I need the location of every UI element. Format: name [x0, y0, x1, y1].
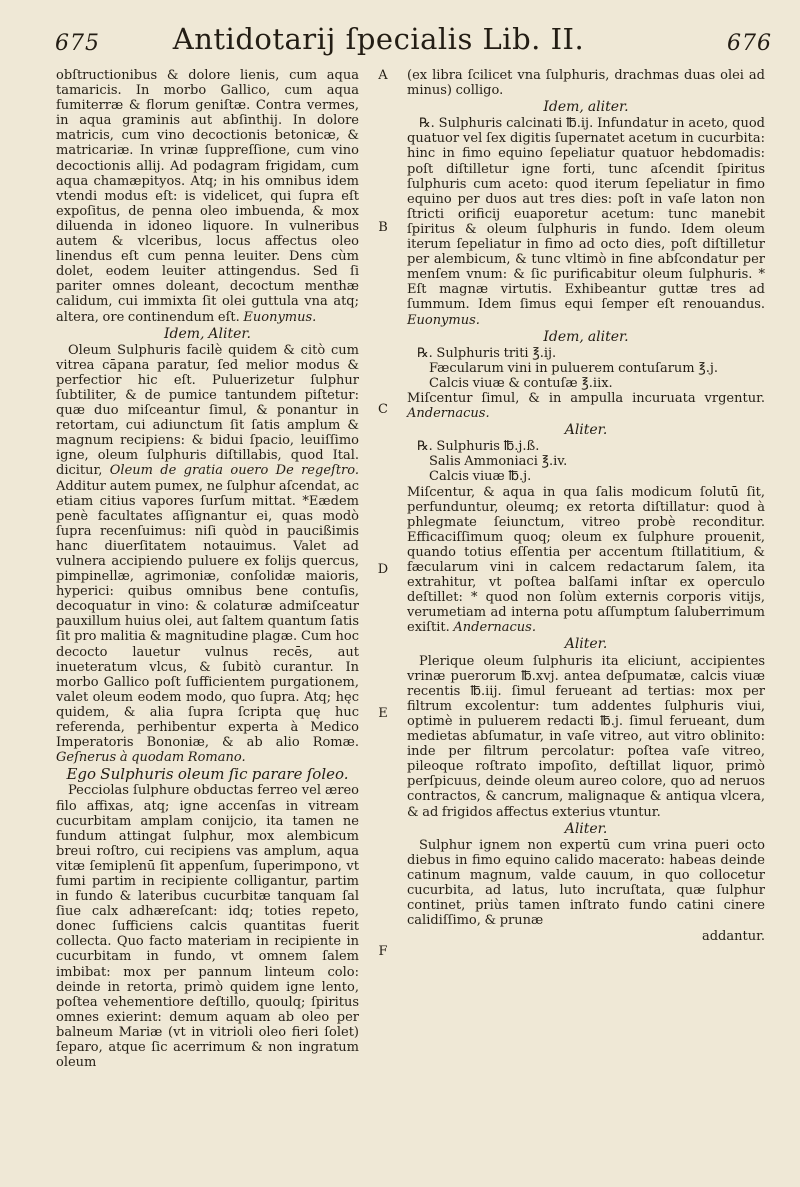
recipe-line: ℞. Sulphuris triti ℥.ij. [417, 345, 557, 361]
margin-letters [361, 68, 405, 1168]
attribution: Geſnerus à quodam Romano. [56, 750, 246, 766]
recipe-line: Calcis viuæ & contuſæ ℥.iix. [429, 375, 613, 391]
margin-letter: E [378, 706, 388, 721]
italic-phrase: Oleum de gratia ouero De regeſtro. [109, 463, 359, 479]
recipe [407, 439, 765, 484]
recipe-line: ℞. Sulphuris ℔.j.ß. [417, 439, 540, 455]
margin-letter: F [378, 944, 388, 959]
section-heading: Aliter. [564, 422, 608, 439]
paragraph: Plerique oleum ſulphuris ita eliciunt, accipientes vrinæ puerorum ℔.xvj. antea deſpumatæ, calcis viuæ recentis ℔.iij. ſimul ferueant ad tertias: mox per filtrum excolentur: tum addentes ſulphuris viui, optimè in puluerem redacti ℔.j. ſimul ferueant, dum medietas abſumatur, in vaſe vitreo, aut vitro oblinito: inde per filtrum percolatur: poſtea vaſe vitreo, pileoque roſtrato impoſito, deſtillat liquor, primò perſpicuus, deinde oleum aureo colore, quo ad neruos contractos, & cancrum, malignaque & antiqua vlcera, & ad frigidos affectus exterius vtuntur. [407, 653, 765, 820]
paragraph: Pecciolas ſulphure obductas ferreo vel æreo filo affixas, atq; igne accenſas in vitream cucurbitam amplam conijcio, ita tamen ne fundum attingat ſulphur, mox alembicum breui roſtro, cui recipiens vas amplum, aqua vitæ ſemiplenū ſit appenſum, ſuperimpono, vt fumi partim in recipiente colligantur, partim in fundo & lateribus cucurbitæ tanquam ſal ſiue calx adhæreſcant: idq; toties repeto, donec ſufficiens calcis quantitas fuerit collecta. Quo facto materiam in recipiente in cucurbitam in fundo, vt omnem ſalem imbibat: mox per pannum linteum colo: deinde in retorta, primò quidem igne lento, poſtea vehementiore deſtillo, quoulq; ſpiritus omnes exierint: demum aquam ab oleo per balneum Mariæ (vt in vitrioli oleo fieri ſolet) ſeparo, atque ſic acerrimum & non ingratum oleum [56, 783, 359, 1071]
page-number-left: 675 [55, 31, 100, 56]
paragraph [407, 116, 765, 327]
paragraph [56, 343, 359, 766]
attribution: Andernacus. [453, 620, 536, 636]
paragraph-text: Miſcentur ſimul, & in ampulla incuruata vrgentur. [407, 390, 765, 406]
paragraph: Sulphur ignem non expertū cum vrina pueri octo diebus in fimo equino calido macerato: habeas deinde catinum magnum, valde cauum, in quo collocetur cucurbita, ad latus, luto incruſtata, quæ ſulphur continet, priùs tamen inſtrato fundo catini cinere calidiſſimo, & prunæ [407, 837, 765, 929]
left-column [56, 68, 359, 1070]
paragraph: (ex libra ſcilicet vna ſulphuris, drachmas duas olei ad minus) colligo. [407, 68, 765, 99]
catchword: addantur. [701, 929, 765, 945]
paragraph [407, 485, 765, 636]
section-heading: Aliter. [564, 820, 608, 837]
section-heading: Idem, aliter. [543, 99, 629, 116]
paragraph-text: ℞. Sulphuris calcinati ℔.ij. Infundatur in aceto, quod quatuor vel ſex digitis ſupernatet acetum in cucurbita: hinc in fimo equino ſepeliatur quatuor hebdomadis: poſt diſtilletur igne forti, tunc aſcendit ſpiritus ſulphuris cum aceto: quod iterum ſepeliatur in fimo equino per duos aut tres dies: poſt in vaſe laton non ſtricti orificij euaporetur acetum: tunc manebit ſpiritus & oleum ſulphuris in fundo. Idem oleum iterum ſepeliatur in fimo ad octo dies, poſt diſtilletur per alembicum, & tunc vltimò in fine abſcondatur per menſem vnum: & ſic purificabitur oleum ſulphuris. * Eſt magnæ virtutis. Exhibeantur guttæ tres ad ſummum. Idem ſimus equi ſemper eſt renouandus. [407, 116, 765, 313]
margin-letter: C [378, 402, 388, 417]
paragraph [56, 68, 359, 325]
running-head [55, 8, 772, 56]
section-heading: Idem, aliter. [543, 328, 629, 345]
paragraph-text: Oleum Sulphuris facilè quidem & citò cum vitrea cāpana paratur, ſed melior modus & perfectior hic eſt. Puluerizetur ſulphur ſubtiliter, & de pumice tantundem piſtetur: quæ duo miſceantur ſimul, & ponantur in retortam, cui adiunctum ſit ſatis amplum & magnum recipiens: & bidui ſpacio, leuiſſimo igne, oleum ſulphuris diſtillabis, quod Ital. dicitur, [56, 342, 359, 479]
section-heading: Aliter. [564, 636, 608, 653]
recipe-line: Calcis viuæ ℔.j. [429, 469, 532, 485]
right-column [407, 68, 765, 944]
recipe [407, 346, 765, 391]
paragraph [407, 391, 765, 421]
page-number-right: 676 [726, 31, 772, 56]
paragraph-text: Additur autem pumex, ne ſulphur aſcendat, ac etiam citius vapores ſurſum mittat. *Eædem penè facultates aſſignantur ei, quas modò ſupra recenſuimus: niſi quòd in paucißimis hanc diuerſitatem notauimus. Valet ad vulnera accipiendo puluere ex folijs quercus, pimpinellæ, agrimoniæ, conſolidæ maioris, hyperici: quibus omnibus bene contuſis, decoquatur in vino: & colaturæ admiſceatur pauxillum huius olei, aut ſaltem quantum ſatis ſit pro malitia & magnitudine plagæ. Cum hoc decocto lauetur vulnus recēs, aut inueteratum vlcus, & ſubitò curantur. In morbo Gallico poſt ſufficientem purgationem, valet oleum eodem modo, quo ſupra. Atq; hęc quidem, & alia ſupra ſcripta quę huc referenda, perhibentur experta à Medico Imperatoris Bononiæ, & ab alio Romæ. [56, 478, 359, 751]
attribution: Andernacus. [407, 406, 490, 422]
margin-letter: A [378, 68, 388, 83]
margin-letter: D [377, 562, 389, 577]
attribution: Euonymus. [407, 312, 480, 328]
section-heading: Ego Sulphuris oleum ſic parare ſoleo. [66, 765, 349, 784]
margin-letter: B [378, 220, 388, 235]
section-heading: Idem, Aliter. [163, 325, 252, 342]
paragraph-text: obſtructionibus & dolore lienis, cum aqua tamaricis. In morbo Gallico, cum aqua fumiterræ & florum geniſtæ. Contra vermes, in aqua graminis aut abſinthij. In dolore matricis, cum vino decoctionis betonicæ, & matricariæ. In vrinæ ſuppreſſione, cum vino decoctionis allij. Ad podagram frigidam, cum aqua chamæpityos. Atq; in his omnibus idem vtendi modus eſt: is videlicet, qui ſupra eſt expoſitus, de penna oleo imbuenda, & mox diluenda in idoneo liquore. In vulneribus autem & vlceribus, locus affectus oleo linendus eſt cum penna leuiter. Dens cùm dolet, eodem leuiter attingendus. Sed ſi pariter omnes doleant, decoctum menthæ calidum, cui immixta ſit olei guttula vna atq; altera, ore continendum eſt. [56, 68, 359, 325]
recipe-line: Fæcularum vini in puluerem contuſarum ℥.j. [429, 360, 719, 376]
recipe-line: Salis Ammoniaci ℥.iv. [429, 454, 568, 470]
paragraph-text: Miſcentur, & aqua in qua ſalis modicum ſolutū ſit, perfunduntur, oleumq; ex retorta diſtillatur: quod à phlegmate ſeiunctum, vitreo probè reconditur. Efficaciſſimum quoq; oleum ex ſulphure prouenit, quando totius eſſentia per accentum ſtillatitium, & fæcularum vini in calcem redactarum ſalem, ita extrahitur, vt poſtea balſami inſtar ex operculo deſtillet: * quod non ſolùm externis corporis vitijs, verumetiam ad interna potu aſſumptum ſaluberrimum exiſtit. [407, 484, 765, 636]
running-title: Antidotarij ſpecialis Lib. II. [172, 22, 585, 56]
attribution: Euonymus. [243, 309, 317, 325]
